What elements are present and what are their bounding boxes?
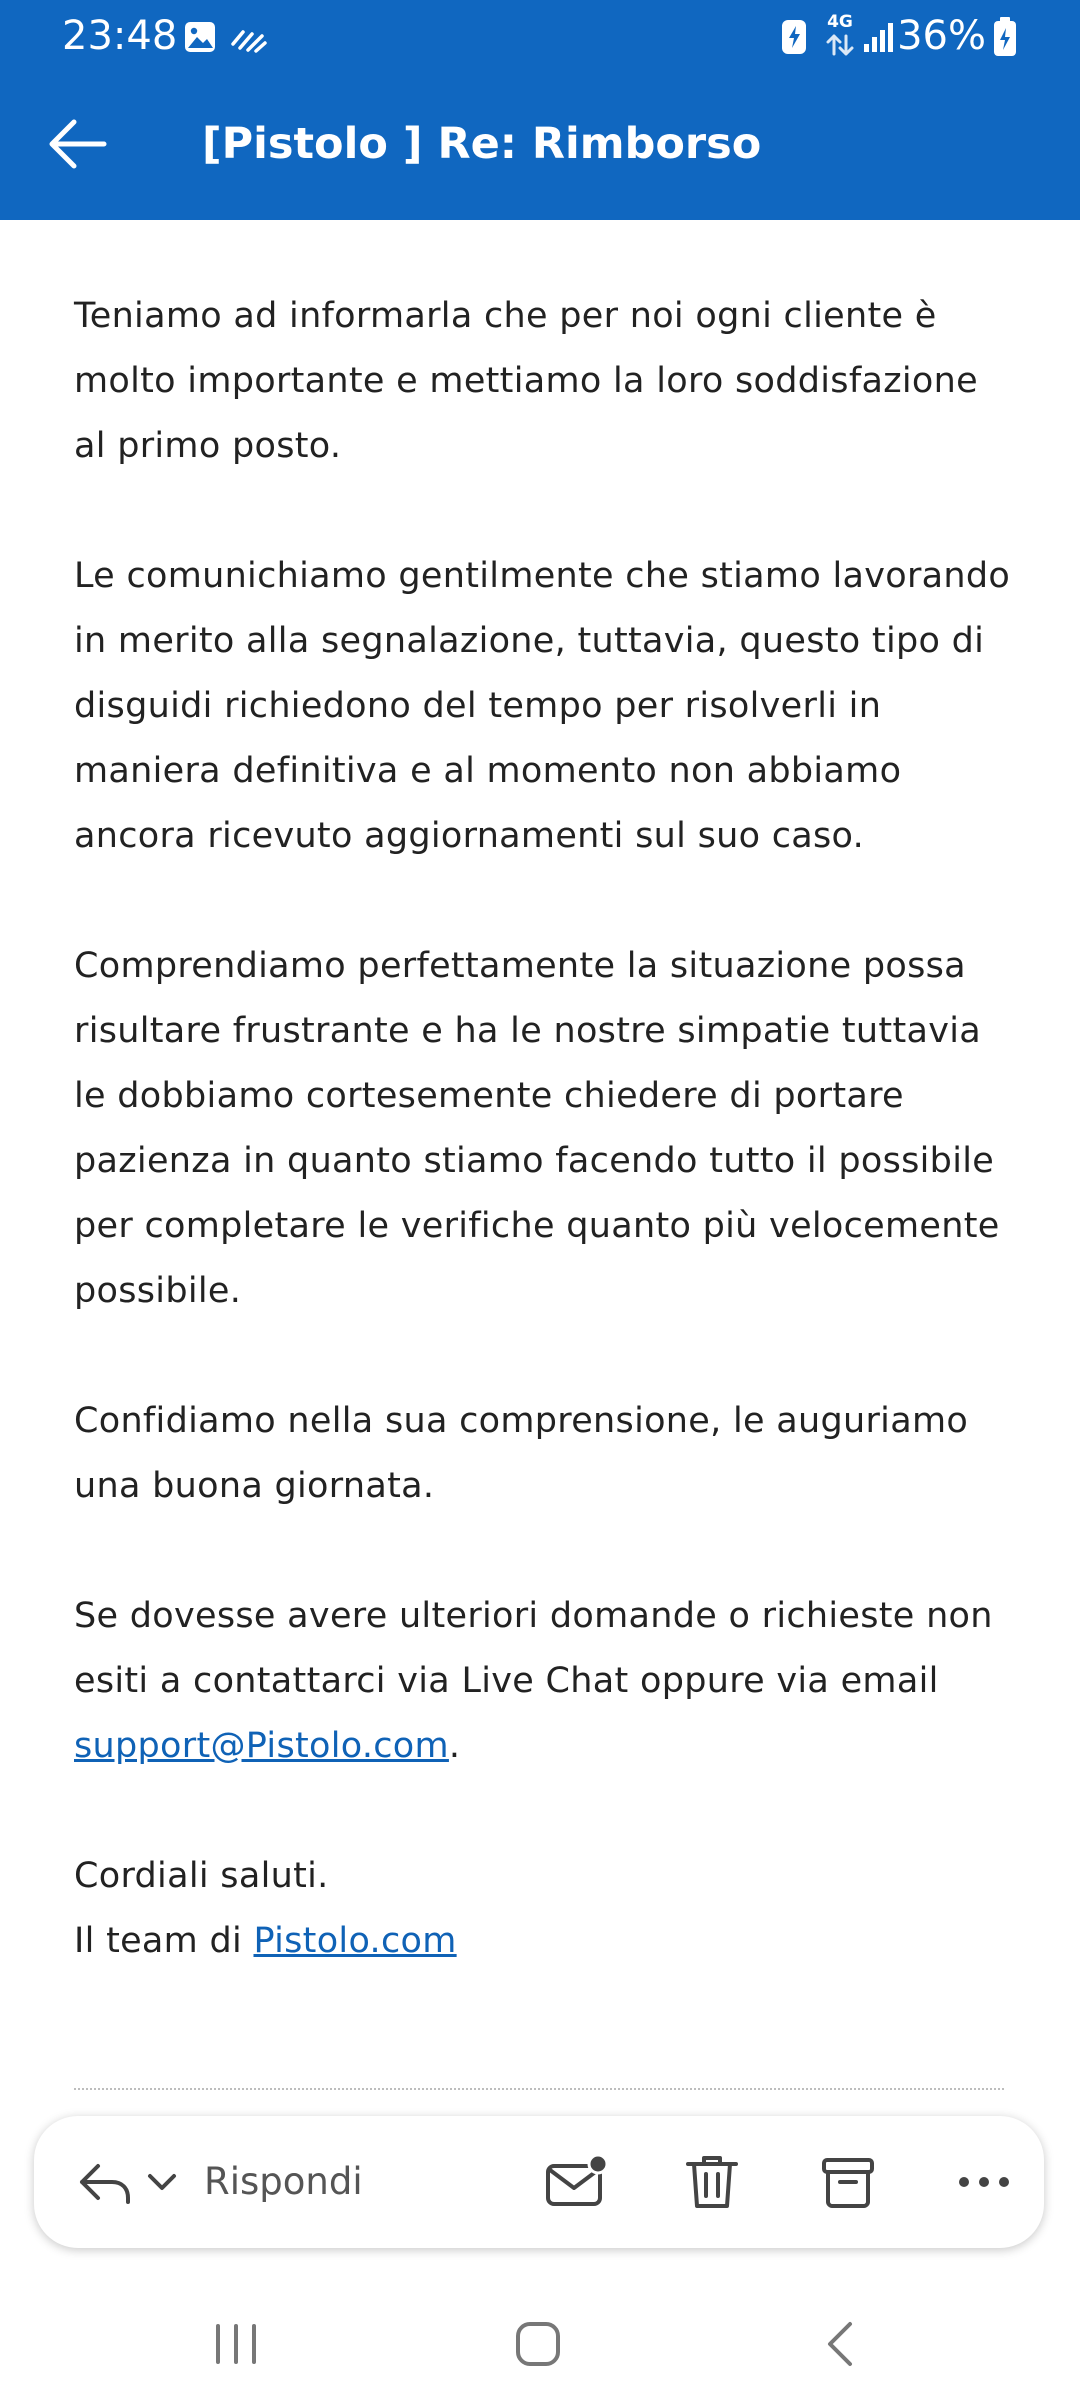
image-icon <box>183 20 217 54</box>
email-contact-paragraph <box>74 1584 1014 1779</box>
home-icon <box>514 2320 562 2368</box>
website-link[interactable]: Pistolo.com <box>253 1921 457 1961</box>
support-email-link[interactable]: support@Pistolo.com <box>74 1726 449 1766</box>
reply-icon <box>76 2158 132 2206</box>
arrow-left-icon[interactable] <box>44 112 116 176</box>
recents-button[interactable] <box>176 2280 296 2408</box>
reply-label[interactable]: Rispondi <box>204 2160 363 2203</box>
back-icon <box>824 2320 856 2368</box>
divider <box>74 2088 1004 2090</box>
network-4g-icon: 4G <box>822 12 858 62</box>
app-header <box>0 0 1080 220</box>
email-action-bar <box>34 2116 1044 2248</box>
email-paragraph: Comprendiamo perfettamente la situazione possa risultare frustrante e ha le nostre simpatie tuttavia le dobbiamo cortesemente chiedere di portare pazienza in quanto stiamo facendo tutto il possibile per completare le verifiche quanto più velocemente possibile. <box>74 946 1000 1311</box>
email-body <box>74 284 1014 1974</box>
email-paragraph: Teniamo ad informarla che per noi ogni cliente è molto importante e mettiamo la loro soddisfazione al primo posto. <box>74 296 978 466</box>
reply-options-button[interactable] <box>140 2116 184 2248</box>
mark-unread-button[interactable] <box>539 2116 615 2248</box>
email-subject-title: [Pistolo ] Re: Rimborso <box>202 119 762 169</box>
mark-unread-icon <box>544 2154 610 2210</box>
chevron-down-icon <box>146 2172 178 2192</box>
data-saver-icon <box>780 16 808 56</box>
battery-percent: 36% <box>897 13 986 59</box>
battery-icon <box>992 16 1018 58</box>
contact-text: Se dovesse avere ulteriori domande o richieste non esiti a contattarci via Live Chat oppure via email <box>74 1596 993 1701</box>
recents-icon <box>212 2322 260 2366</box>
archive-icon <box>820 2154 876 2210</box>
email-paragraph: Le comunichiamo gentilmente che stiamo lavorando in merito alla segnalazione, tuttavia, questo tipo di disguidi richiedono del tempo per risolverli in maniera definitiva e al momento non abbiamo ancora ricevuto aggiornamenti sul suo caso. <box>74 556 1011 856</box>
contact-end: . <box>448 1726 461 1766</box>
status-bar <box>0 0 1080 72</box>
nav-back-button[interactable] <box>780 2280 900 2408</box>
reply-button[interactable] <box>74 2116 134 2248</box>
email-closing <box>74 1844 1014 1974</box>
system-nav-bar <box>0 2280 1080 2408</box>
home-button[interactable] <box>478 2280 598 2408</box>
more-options-button[interactable] <box>946 2116 1022 2248</box>
wifi-calling-icon <box>230 24 268 54</box>
trash-icon <box>684 2152 740 2212</box>
closing-text: Cordiali saluti. <box>74 1856 329 1896</box>
more-icon <box>958 2175 1010 2189</box>
app-bar <box>0 72 1080 220</box>
status-time: 23:48 <box>62 13 178 59</box>
signature-prefix: Il team di <box>74 1921 243 1961</box>
archive-button[interactable] <box>810 2116 886 2248</box>
signal-icon <box>862 20 896 54</box>
delete-button[interactable] <box>674 2116 750 2248</box>
email-paragraph: Confidiamo nella sua comprensione, le auguriamo una buona giornata. <box>74 1401 969 1506</box>
